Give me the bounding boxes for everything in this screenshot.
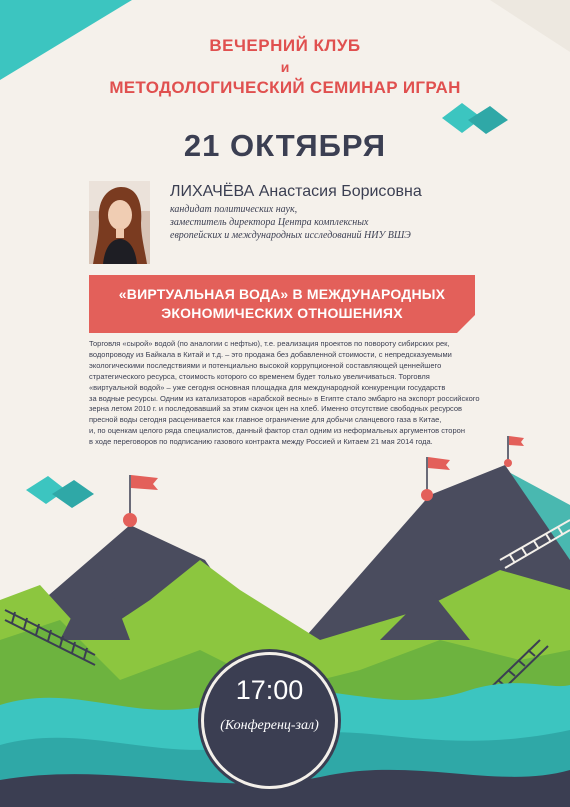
abstract-line: в ходе переговоров по подписанию газового контракта между Россией и Китаем 21 мая 2014 года. [89, 437, 433, 447]
abstract-line: водопроводу из Байкала в Китай и т.д. – это продажа без добавленной стоимости, с непредсказуемыми [89, 349, 452, 359]
event-place: (Конференц-зал) [220, 718, 319, 733]
abstract-line: и, по оценкам целого ряда специалистов, данный фактор стал одним из неформальных аргументов сторон [89, 426, 465, 436]
abstract-line: «виртуальной водой» – уже сегодня основная площадка для международной конкуренции государств [89, 382, 446, 392]
speaker-desc-line: заместитель директора Центра комплексных [170, 217, 369, 228]
abstract-line: зерна летом 2010 г. и последовавший за этим скачок цен на хлеб. Именно отсутствие свободных ресурсов [89, 404, 463, 414]
cloud-icon [26, 476, 94, 508]
abstract-line: Торговля «сырой» водой (по аналогии с нефтью), т.е. реализация проектов по повороту сибирских рек, [89, 339, 450, 348]
flag-icon [504, 436, 524, 467]
abstract-line: за водные ресурсы. Одним из катализаторов «арабской весны» в Египте стало эмбарго на экспорт российского [89, 393, 480, 403]
header-line-1: ВЕЧЕРНИЙ КЛУБ [209, 36, 361, 55]
speaker-name: ЛИХАЧЁВА Анастасия Борисовна [170, 183, 422, 200]
event-header [0, 34, 570, 100]
abstract-line: экологическими последствиями и потенциально высокой коррупционной составляющей ценнейшего [89, 360, 442, 370]
flag-icon [123, 475, 158, 527]
abstract-line: пресной воды сегодня расценивается как главное ограничение для добычи сланцевого газа в Китае, [89, 415, 442, 425]
speaker-photo [89, 181, 150, 264]
header-line-3: МЕТОДОЛОГИЧЕСКИЙ СЕМИНАР ИГРАН [109, 78, 461, 97]
speaker-description [170, 203, 490, 242]
speaker-desc-line: европейских и международных исследований НИУ ВШЭ [170, 230, 411, 241]
event-time: 17:00 [235, 675, 304, 705]
event-date: 21 ОКТЯБРЯ [183, 128, 387, 163]
topic-title-line: «ВИРТУАЛЬНАЯ ВОДА» В МЕЖДУНАРОДНЫХ [118, 286, 446, 302]
speaker-desc-line: кандидат политических наук, [170, 204, 298, 215]
topic-title [89, 285, 475, 323]
abstract-line: стратегического ресурса, стоимость которого со временем будет только увеличиваться. Торговля [89, 371, 430, 381]
abstract-text [89, 339, 489, 448]
topic-title-line: ЭКОНОМИЧЕСКИХ ОТНОШЕНИЯХ [161, 305, 403, 321]
header-line-2: и [280, 59, 290, 75]
